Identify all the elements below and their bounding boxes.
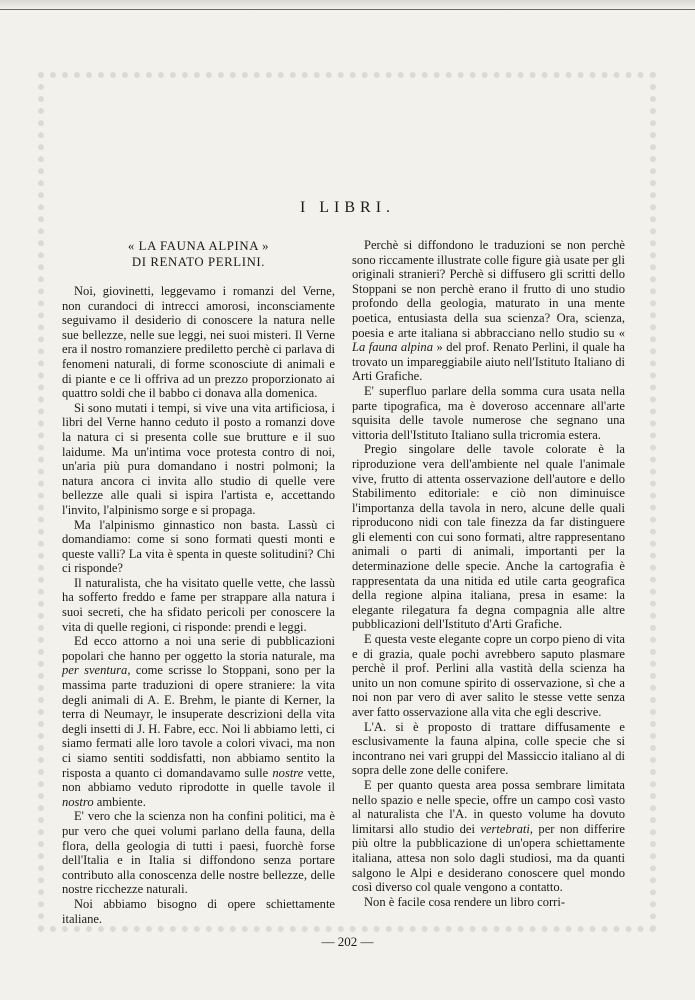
section-title: I LIBRI. xyxy=(299,199,396,216)
article-title xyxy=(62,238,335,270)
page-top-edge xyxy=(0,0,695,10)
article-title-line-2: DI RENATO PERLINI. xyxy=(131,255,266,269)
paragraph: Non è facile cosa rendere un libro corri- xyxy=(364,894,566,909)
paragraph xyxy=(352,238,625,384)
text-span: « xyxy=(618,325,625,340)
right-column xyxy=(352,238,625,909)
paragraph: Pregio singolare delle tavole colorate è la riproduzione vera dell'ambiente nel quale l'animale vive, frutto di attenta osservazione dell'autore e dello Stabilimento editoriale: e ciò non diminuisce l'importanza della tavola in nero, alcune delle quali riproducono nidi con tale finezza da far distinguere gli elementi con cui sono formati, altre rappresentano animali o parti di animali, importanti per la determinazione delle specie. Anche la cartografia è rappresentata da una nitida ed utile carta geografica della regione alpina italiana, presa in esame: la elegante rilegatura fa degna compagnia alle altre pubblicazioni dell'Istituto d'Arti Grafiche. xyxy=(352,442,625,632)
page-number: — 202 — xyxy=(321,934,374,949)
text-span: Perchè si diffondono le traduzioni se non perchè sono riccamente illustrate colle figure già usate per gli originali stranieri? Perchè si diffusero gli scritti dello Stoppani se non perchè erano il frutto di uno studio profondo della geologia, maturato in una mente poetica, entusiasta della sua scienza? Ora, scienza, poesia e arte italiana si abbracciano nello studio su xyxy=(352,238,625,340)
italic-text: La fauna alpina xyxy=(352,340,433,355)
paragraph xyxy=(62,634,335,809)
italic-text: nostre xyxy=(272,765,304,780)
paragraph: E' superfluo parlare della somma cura usata nella parte tipografica, ma è doveroso accennare all'arte squisita delle tavole numerose che segnano una vittoria dell'Istituto Italiano sulla tricromia estera. xyxy=(352,383,625,442)
text-span: , per non differire più oltre la pubblicazione di un'opera schiettamente italiana, attesa non solo dagli studiosi, ma da quanti salgono le Alpi e desiderano conoscere quel mondo così diverso col quale vengono a contatto. xyxy=(352,821,626,895)
paragraph: E' vero che la scienza non ha confini politici, ma è pur vero che quei volumi parlano della fauna, della flora, della geologia di tutti i paesi, fuorchè forse dell'Italia e in Italia si diffondono senza portare contributo alla conoscenza delle nostre bellezze, delle nostre ricchezze naturali. xyxy=(62,809,335,897)
italic-text: nostro xyxy=(62,794,94,809)
paragraph: Il naturalista, che ha visitato quelle vette, che lassù ha sofferto freddo e fame per strappare alla natura i suoi secreti, che ha sfidato pericoli per conoscere la vita di quelle regioni, ci risponde: prendi e leggi. xyxy=(62,575,335,634)
text-span: , come scrisse lo Stoppani, sono per la massima parte traduzioni di opere straniere: la vita degli animali di A. E. Brehm, le piante di Kerner, la terra di Neumayr, le insuperate descrizioni della vita degli insetti di J. H. Fabre, ecc. Noi li abbiamo letti, ci siamo fermati alle loro tavole a colori vivaci, ma non ci siamo sentiti soddisfatti, non abbiamo sentito la risposta a quanto ci domandavamo sulle xyxy=(62,663,335,780)
paragraph: L'A. si è proposto di trattare diffusamente e esclusivamente la fauna alpina, colle specie che si incontrano nei vari gruppi del Massiccio italiano al di sopra delle zone delle conifere. xyxy=(352,719,625,778)
text-span: Ed ecco attorno a noi una serie di pubblicazioni popolari che hanno per oggetto la storia naturale, ma xyxy=(62,634,335,663)
italic-text: vertebrati xyxy=(480,821,530,836)
paragraph: Ma l'alpinismo ginnastico non basta. Lassù ci domandiamo: come si sono formati questi monti e queste valli? La vita è spenta in queste solitudini? Chi ci risponde? xyxy=(62,517,335,576)
left-column xyxy=(62,238,335,926)
text-span: E per quanto questa area possa sembrare limitata nello spazio e nelle specie, offre un campo così vasto al naturalista che l'A. in questo volume ha dovuto limitarsi allo studio dei xyxy=(352,777,625,836)
paragraph: Noi abbiamo bisogno di opere schiettamente italiane. xyxy=(62,896,335,926)
italic-text: per sventura xyxy=(62,663,128,678)
paragraph: Si sono mutati i tempi, si vive una vita artificiosa, i libri del Verne hanno ceduto il posto a romanzi dove la natura ci si presenta colle sue brutture e il suo laidume. Ma un'intima voce protesta contro di noi, un'aria più pura domandano i nostri polmoni; la natura ancora ci invita allo studio di quelle vere bellezze alle quali si ispira l'artista e, accettando l'invito, l'alpinismo sorge e si propaga. xyxy=(62,400,335,517)
paragraph: Noi, giovinetti, leggevamo i romanzi del Verne, non curandoci di intrecci amorosi, inconsciamente seguivamo il desiderio di conoscere la natura nelle sue bellezze, nelle sue leggi, nei suoi misteri. Il Verne era il nostro romanziere prediletto perchè ci parlava di fenomeni naturali, di forme sconosciute di animali e di piante e ce li offriva ad un prezzo proporzionato ai quattro soldi che il babbo ci donava alla domenica. xyxy=(62,284,335,401)
text-span: ambiente. xyxy=(93,794,146,809)
article-title-line-1: « LA FAUNA ALPINA » xyxy=(127,239,270,253)
text-span: » del prof. Renato Perlini, il quale ha trovato un impareggiabile aiuto nell'Istituto Italiano di Arti Grafiche. xyxy=(352,340,625,384)
paragraph xyxy=(352,778,625,895)
paragraph: E questa veste elegante copre un corpo pieno di vita e di grazia, quale pochi avrebbero saputo plasmare perchè il prof. Perlini alla vastità della scienza ha unito un non comune spirito di osservazione, sì che a noi non par vero di aver salito le stesse vette senza aver fatto osservazione alla vita che egli descrive. xyxy=(352,632,625,719)
text-span: vette, non abbiamo veduto riprodotte in quelle tavole il xyxy=(62,765,335,795)
